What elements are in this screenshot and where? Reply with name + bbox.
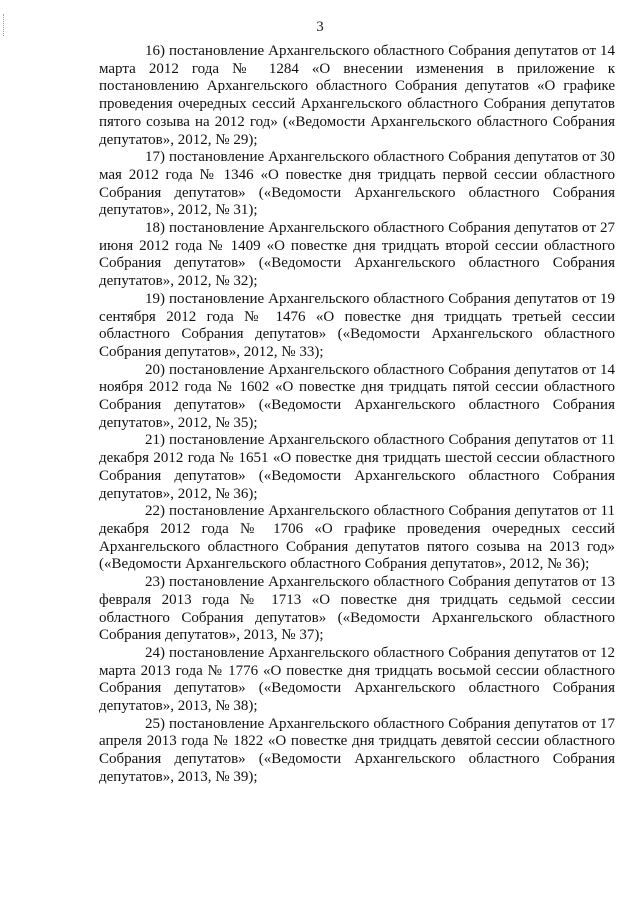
document-body <box>99 43 615 787</box>
list-item: 21) постановление Архангельского областного Собрания депутатов от 11 декабря 2012 года № 1651 «О повестке дня тридцать шестой сессии областного Собрания депутатов» («Ведомости Архангельского областного Собрания депутатов», 2012, № 36); <box>99 432 615 502</box>
list-item: 16) постановление Архангельского областного Собрания депутатов от 14 марта 2012 года № 1284 «О внесении изменения в приложение к постановлению Архангельского областного Собрания депутатов «О графике проведения очередных сессий Архангельского областного Собрания депутатов пятого созыва на 2012 год» («Ведомости Архангельского областного Собрания депутатов», 2012, № 29); <box>99 43 615 148</box>
list-item: 22) постановление Архангельского областного Собрания депутатов от 11 декабря 2012 года № 1706 «О графике проведения очередных сессий Архангельского областного Собрания депутатов пятого созыва на 2013 год» («Ведомости Архангельского областного Собрания депутатов», 2012, № 36); <box>99 503 615 573</box>
list-item: 25) постановление Архангельского областного Собрания депутатов от 17 апреля 2013 года № 1822 «О повестке дня тридцать девятой сессии областного Собрания депутатов» («Ведомости Архангельского областного Собрания депутатов», 2013, № 39); <box>99 715 615 785</box>
page-number: 3 <box>316 19 324 35</box>
list-item: 24) постановление Архангельского областного Собрания депутатов от 12 марта 2013 года № 1776 «О повестке дня тридцать восьмой сессии областного Собрания депутатов» («Ведомости Архангельского областного Собрания депутатов», 2013, № 38); <box>99 644 615 715</box>
list-item: 18) постановление Архангельского областного Собрания депутатов от 27 июня 2012 года № 1409 «О повестке дня тридцать второй сессии областного Собрания депутатов» («Ведомости Архангельского областного Собрания депутатов», 2012, № 32); <box>99 220 615 290</box>
list-item: 17) постановление Архангельского областного Собрания депутатов от 30 мая 2012 года № 1346 «О повестке дня тридцать первой сессии областного Собрания депутатов» («Ведомости Архангельского областного Собрания депутатов», 2012, № 31); <box>99 149 615 219</box>
list-item: 20) постановление Архангельского областного Собрания депутатов от 14 ноября 2012 года № 1602 «О повестке дня тридцать пятой сессии областного Собрания депутатов» («Ведомости Архангельского областного Собрания депутатов», 2012, № 35); <box>99 361 615 431</box>
list-item: 19) постановление Архангельского областного Собрания депутатов от 19 сентября 2012 года № 1476 «О повестке дня тридцать третьей сессии областного Собрания депутатов» («Ведомости Архангельского областного Собрания депутатов», 2012, № 33); <box>99 290 615 360</box>
list-item: 23) постановление Архангельского областного Собрания депутатов от 13 февраля 2013 года № 1713 «О повестке дня тридцать седьмой сессии областного Собрания депутатов» («Ведомости Архангельского областного Собрания депутатов», 2013, № 37); <box>99 574 615 644</box>
